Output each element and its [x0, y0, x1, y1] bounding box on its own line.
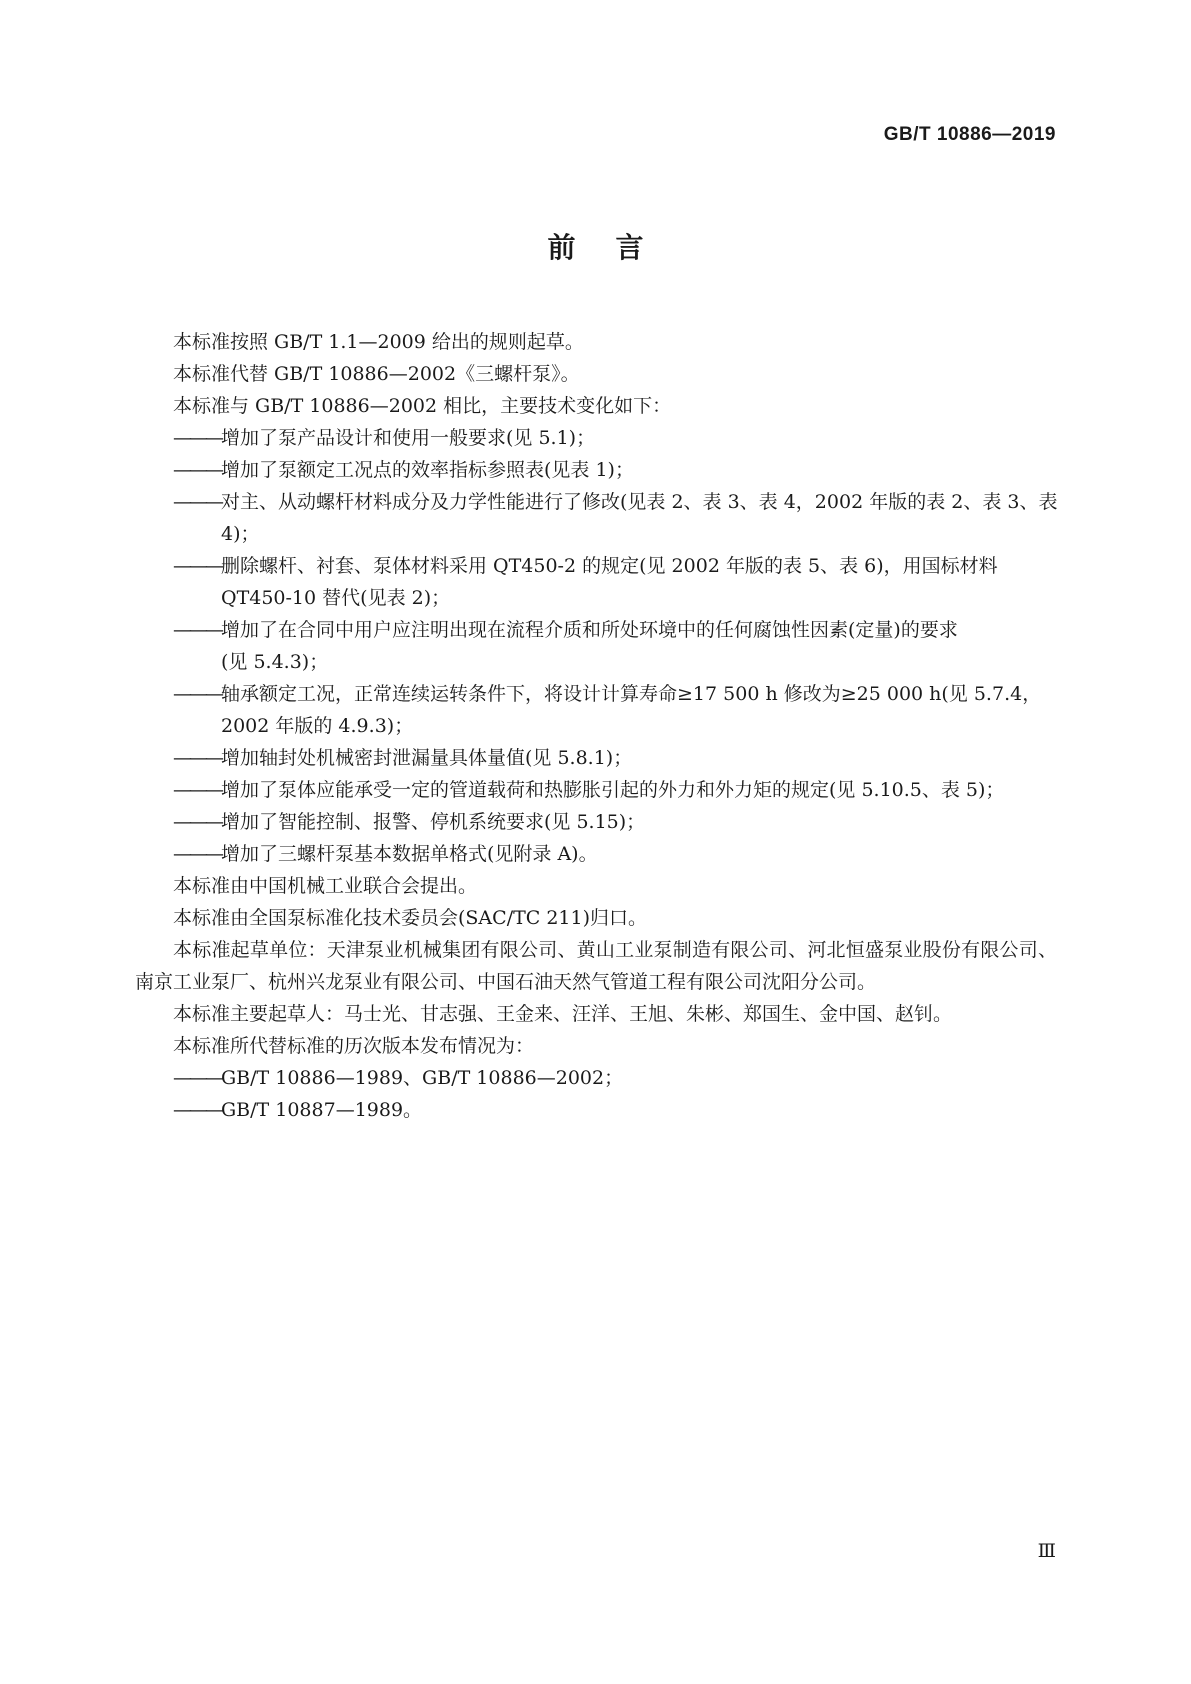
- paragraph: 本标准主要起草人：马士光、甘志强、王金来、汪洋、王旭、朱彬、郑国生、金中国、赵钊。: [173, 1003, 953, 1025]
- page-title: 前言: [547, 231, 684, 264]
- paragraph: 本标准代替 GB/T 10886—2002《三螺杆泵》。: [173, 363, 580, 385]
- paragraph: 本标准按照 GB/T 1.1—2009 给出的规则起草。: [173, 331, 584, 353]
- paragraph: 本标准起草单位：天津泵业机械集团有限公司、黄山工业泵制造有限公司、河北恒盛泵业股份有限公司、南京工业泵厂、杭州兴龙泵业有限公司、中国石油天然气管道工程有限公司沈阳分公司。: [135, 939, 1057, 993]
- list-item-text: 轴承额定工况，正常连续运转条件下，将设计计算寿命≥17 500 h 修改为≥25 000 h(见 5.7.4，: [221, 683, 1042, 705]
- list-item: [135, 614, 1057, 678]
- dash-marker: ———: [173, 427, 221, 449]
- list-item: [135, 774, 1057, 806]
- dash-marker: ———: [173, 811, 221, 833]
- list-item: [135, 550, 1057, 614]
- list-item-text: 增加轴封处机械密封泄漏量具体量值(见 5.8.1)；: [221, 747, 633, 769]
- dash-marker: ———: [173, 843, 221, 865]
- list-item: [135, 486, 1057, 550]
- list-item: [135, 678, 1057, 742]
- list-item-text: 删除螺杆、衬套、泵体材料采用 QT450-2 的规定(见 2002 年版的表 5、表 6)，用国标材料: [221, 555, 998, 577]
- list-item-text: GB/T 10887—1989。: [221, 1099, 423, 1121]
- paragraph: 本标准由全国泵标准化技术委员会(SAC/TC 211)归口。: [173, 907, 648, 929]
- list-item-text: 2002 年版的 4.9.3)；: [221, 715, 414, 737]
- list-item: [135, 1062, 1057, 1094]
- dash-marker: ———: [173, 619, 221, 641]
- list-item-text: 增加了泵额定工况点的效率指标参照表(见表 1)；: [221, 459, 634, 481]
- page-number: Ⅲ: [1037, 1540, 1056, 1562]
- foreword-body: [135, 326, 1057, 1126]
- list-item-text: (见 5.4.3)；: [221, 651, 329, 673]
- dash-marker: ———: [173, 1067, 221, 1089]
- list-item-text: GB/T 10886—1989、GB/T 10886—2002；: [221, 1067, 624, 1089]
- list-item-text: QT450-10 替代(见表 2)；: [221, 587, 451, 609]
- list-item-text: 增加了泵体应能承受一定的管道载荷和热膨胀引起的外力和外力矩的规定(见 5.10.5、表 5)；: [221, 779, 1005, 801]
- list-item-text: 增加了智能控制、报警、停机系统要求(见 5.15)；: [221, 811, 646, 833]
- list-item: [135, 454, 1057, 486]
- list-item: [135, 806, 1057, 838]
- list-item-text: 4)；: [221, 523, 260, 545]
- list-item-text: 增加了泵产品设计和使用一般要求(见 5.1)；: [221, 427, 596, 449]
- dash-marker: ———: [173, 555, 221, 577]
- paragraph: 本标准由中国机械工业联合会提出。: [173, 875, 478, 897]
- dash-marker: ———: [173, 747, 221, 769]
- list-item-text: 增加了在合同中用户应注明出现在流程介质和所处环境中的任何腐蚀性因素(定量)的要求: [221, 619, 958, 641]
- list-item: [135, 838, 1057, 870]
- standard-code: GB/T 10886—2019: [883, 124, 1056, 145]
- dash-marker: ———: [173, 683, 221, 705]
- dash-marker: ———: [173, 491, 221, 513]
- dash-marker: ———: [173, 1099, 221, 1121]
- dash-marker: ———: [173, 779, 221, 801]
- paragraph: 本标准与 GB/T 10886—2002 相比，主要技术变化如下：: [173, 395, 672, 417]
- list-item-text: 对主、从动螺杆材料成分及力学性能进行了修改(见表 2、表 3、表 4，2002 年版的表 2、表 3、表: [221, 491, 1057, 513]
- list-item: [135, 422, 1057, 454]
- paragraph: 本标准所代替标准的历次版本发布情况为：: [173, 1035, 535, 1057]
- list-item-text: 增加了三螺杆泵基本数据单格式(见附录 A)。: [221, 843, 598, 865]
- dash-marker: ———: [173, 459, 221, 481]
- list-item: [135, 1094, 1057, 1126]
- list-item: [135, 742, 1057, 774]
